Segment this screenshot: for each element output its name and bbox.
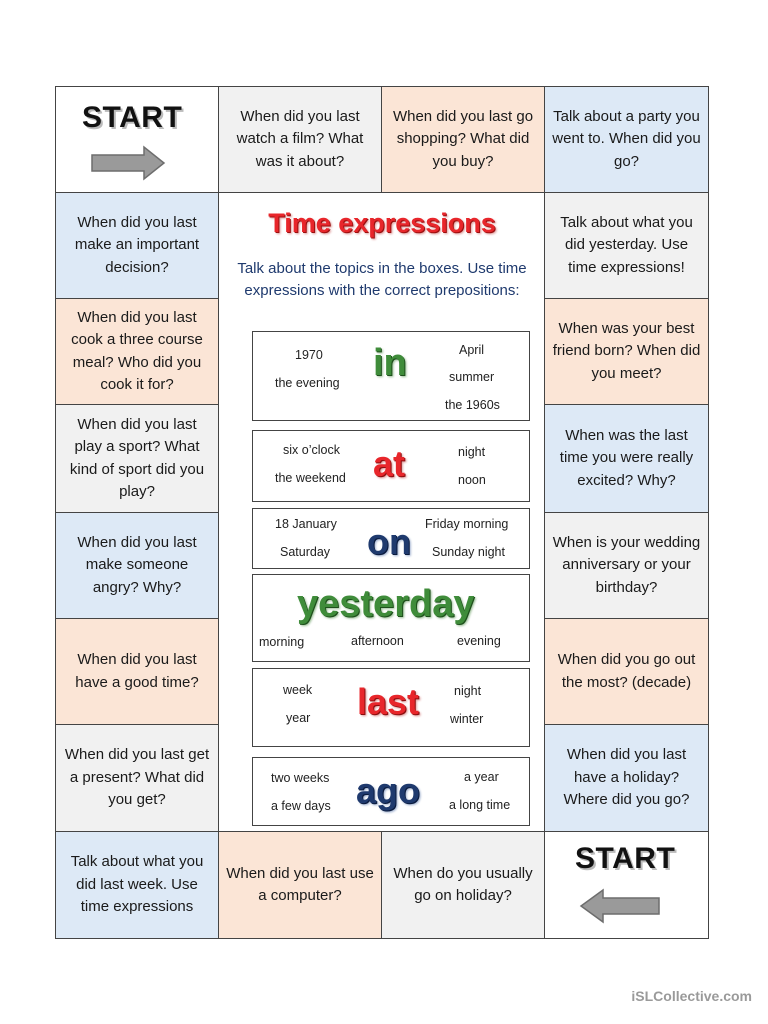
board-square: When did you last get a present? What did you get? bbox=[55, 724, 219, 832]
board-square: When did you last cook a three course meal? Who did you cook it for? bbox=[55, 298, 219, 405]
example: a few days bbox=[271, 799, 331, 813]
start-label: START bbox=[82, 101, 183, 134]
watermark: iSLCollective.com bbox=[631, 988, 752, 1004]
start-square-top bbox=[55, 86, 219, 193]
arrow-right-icon bbox=[90, 145, 166, 181]
example: evening bbox=[457, 634, 501, 648]
example: the 1960s bbox=[445, 398, 500, 412]
board-square: When do you usually go on holiday? bbox=[381, 831, 545, 939]
preposition-keyword: yesterday bbox=[297, 583, 475, 625]
board-square: When did you last use a computer? bbox=[218, 831, 382, 939]
example: noon bbox=[458, 473, 486, 487]
example: the evening bbox=[275, 376, 340, 390]
example: year bbox=[286, 711, 311, 725]
board-square: Talk about what you did yesterday. Use time expressions! bbox=[544, 192, 709, 299]
start-square-bottom bbox=[544, 831, 709, 939]
board-square: When is your wedding anniversary or your birthday? bbox=[544, 512, 709, 619]
example: summer bbox=[449, 370, 495, 384]
board-square: When did you last watch a film? What was it about? bbox=[218, 86, 382, 193]
example: 18 January bbox=[275, 517, 337, 531]
arrow-left-icon bbox=[579, 888, 661, 924]
preposition-box-in bbox=[252, 331, 530, 421]
example: week bbox=[283, 683, 313, 697]
board-square: Talk about what you did last week. Use time expressions bbox=[55, 831, 219, 939]
preposition-box-on bbox=[252, 508, 530, 569]
preposition-keyword: on bbox=[367, 521, 411, 562]
preposition-keyword: ago bbox=[356, 770, 421, 811]
board-square: When did you last make someone angry? Why? bbox=[55, 512, 219, 619]
example: night bbox=[454, 684, 482, 698]
example: 1970 bbox=[295, 348, 323, 362]
example: Friday morning bbox=[425, 517, 509, 531]
example: April bbox=[459, 343, 485, 357]
preposition-box-at bbox=[252, 430, 530, 502]
example: six o’clock bbox=[283, 443, 340, 457]
board-square: When did you last play a sport? What kind of sport did you play? bbox=[55, 404, 219, 513]
start-label: START bbox=[575, 842, 676, 875]
preposition-box-last bbox=[252, 668, 530, 747]
board-square: When did you last have a good time? bbox=[55, 618, 219, 725]
board-square: Talk about a party you went to. When did you go? bbox=[544, 86, 709, 193]
center-title: Time expressions bbox=[268, 208, 496, 238]
center-instructions: Talk about the topics in the boxes. Use time expressions with the correct prepositions: bbox=[237, 260, 527, 299]
preposition-keyword: last bbox=[357, 681, 420, 722]
board-square: When did you last go shopping? What did you buy? bbox=[381, 86, 545, 193]
example: two weeks bbox=[271, 771, 330, 785]
example: Sunday night bbox=[432, 545, 505, 559]
preposition-box-ago bbox=[252, 757, 530, 826]
example: the weekend bbox=[275, 471, 346, 485]
board-square: When was your best friend born? When did you meet? bbox=[544, 298, 709, 405]
board-square: When did you go out the most? (decade) bbox=[544, 618, 709, 725]
example: night bbox=[458, 445, 486, 459]
board-square: When was the last time you were really excited? Why? bbox=[544, 404, 709, 513]
board-square: When did you last make an important decision? bbox=[55, 192, 219, 299]
board-square: When did you last have a holiday? Where did you go? bbox=[544, 724, 709, 832]
example: Saturday bbox=[280, 545, 331, 559]
preposition-keyword: in bbox=[373, 342, 407, 384]
example: a year bbox=[464, 770, 499, 784]
example: afternoon bbox=[351, 634, 404, 648]
example: a long time bbox=[449, 798, 511, 812]
example: morning bbox=[259, 635, 305, 649]
example: winter bbox=[450, 712, 484, 726]
preposition-keyword: at bbox=[373, 443, 406, 484]
preposition-box-yesterday bbox=[252, 574, 530, 662]
